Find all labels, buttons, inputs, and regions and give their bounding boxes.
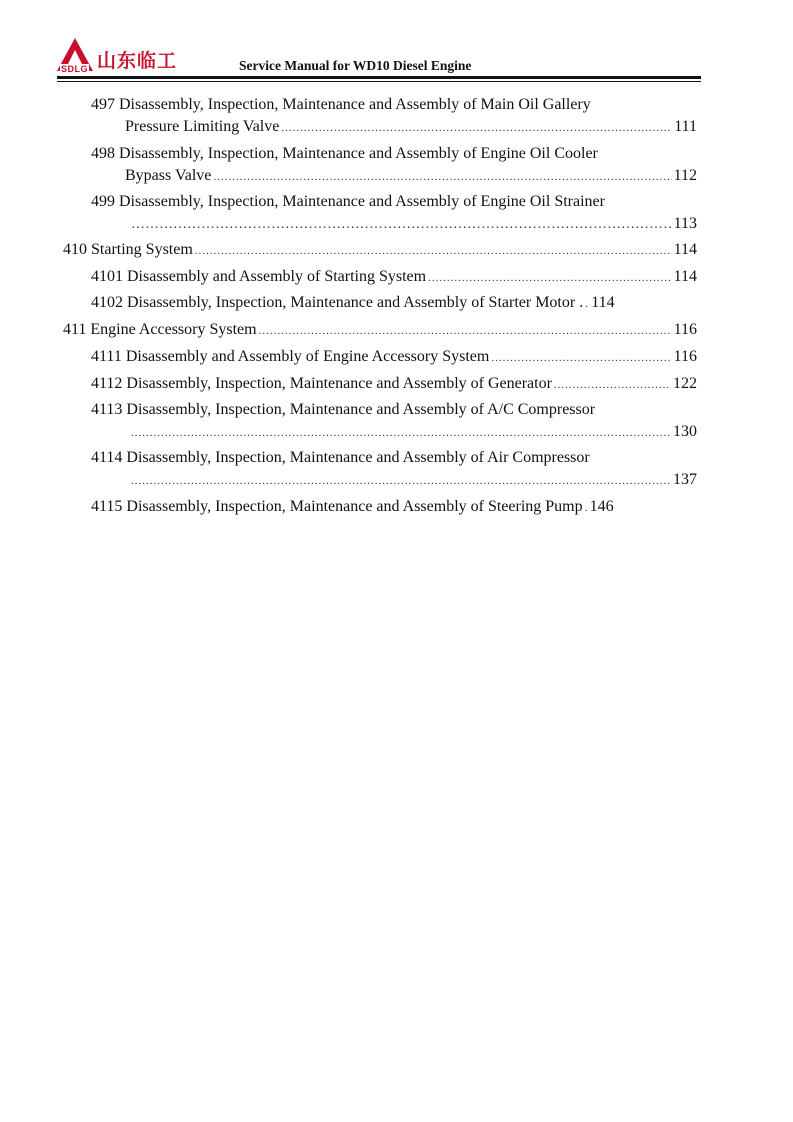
toc-page-number: 146 <box>589 498 614 515</box>
toc-entry[interactable] <box>91 373 697 395</box>
toc-page-number: 116 <box>673 321 697 338</box>
toc-entry[interactable] <box>91 94 697 138</box>
toc-entry-title: 497 Disassembly, Inspection, Maintenance and Assembly of Main Oil Gallery <box>91 96 591 113</box>
toc-page-number: 130 <box>673 423 697 440</box>
toc-leader-dots <box>491 347 671 369</box>
header-rule-thick <box>57 76 701 79</box>
toc-entry[interactable] <box>91 346 697 368</box>
toc-entry[interactable] <box>91 399 697 443</box>
page-header <box>57 36 701 86</box>
toc-entry[interactable] <box>91 292 697 314</box>
toc-entry-title: 4112 Disassembly, Inspection, Maintenance and Assembly of Generator <box>91 375 552 392</box>
toc-page-number: 111 <box>674 118 697 135</box>
toc-page-number: 112 <box>673 167 697 184</box>
toc-entry-title: 4101 Disassembly and Assembly of Starting System <box>91 268 427 285</box>
toc-leader-dots <box>428 267 671 289</box>
toc-entry-title: 4113 Disassembly, Inspection, Maintenance and Assembly of A/C Compressor <box>91 401 596 418</box>
toc-page-number: 113 <box>673 215 697 232</box>
toc-leader-dots <box>281 117 672 139</box>
toc-entry-title-cont: Pressure Limiting Valve <box>125 118 280 135</box>
logo-chinese-name: 山东临工 <box>97 50 178 72</box>
toc-entry[interactable] <box>91 266 697 288</box>
toc-leader-dots <box>131 214 672 236</box>
logo-text: SDLG <box>61 64 89 74</box>
toc-leader-dots <box>259 320 672 342</box>
toc-page-number: 114 <box>673 241 697 258</box>
toc-entry-title-cont: Bypass Valve <box>125 167 212 184</box>
toc-page-number: 114 <box>673 268 697 285</box>
toc-page-number: 137 <box>673 471 697 488</box>
toc-leader-dots <box>585 293 589 315</box>
toc-leader-dots <box>131 470 671 492</box>
document-title: Service Manual for WD10 Diesel Engine <box>239 58 472 73</box>
toc-entry[interactable] <box>63 239 697 261</box>
toc-leader-dots <box>585 497 588 519</box>
toc-entry-title: 498 Disassembly, Inspection, Maintenance and Assembly of Engine Oil Cooler <box>91 145 598 162</box>
toc-entry-title: 4115 Disassembly, Inspection, Maintenance and Assembly of Steering Pump <box>91 498 583 515</box>
toc-entry[interactable] <box>63 319 697 341</box>
toc-entry-title: 411 Engine Accessory System <box>63 321 257 338</box>
toc-entry[interactable] <box>91 496 697 518</box>
toc-entry-title: 4111 Disassembly and Assembly of Engine Accessory System <box>91 348 490 365</box>
toc-entry[interactable] <box>91 191 697 235</box>
toc-page-number: 122 <box>673 375 697 392</box>
toc-page-number: 116 <box>673 348 697 365</box>
toc-leader-dots <box>195 240 672 262</box>
toc-entry-title: 4114 Disassembly, Inspection, Maintenance and Assembly of Air Compressor <box>91 449 590 466</box>
toc-leader-dots <box>554 374 671 396</box>
toc-entry-title: 499 Disassembly, Inspection, Maintenance and Assembly of Engine Oil Strainer <box>91 193 605 210</box>
toc-entry[interactable] <box>91 143 697 187</box>
sdlg-logo <box>57 36 207 78</box>
toc-entry-title: 4102 Disassembly, Inspection, Maintenance and Assembly of Starter Motor . <box>91 294 584 311</box>
toc-page-number: 114 <box>591 294 615 311</box>
toc-entry-title: 410 Starting System <box>63 241 193 258</box>
toc-leader-dots <box>131 422 671 444</box>
toc-leader-dots <box>213 166 671 188</box>
toc-entry[interactable] <box>91 447 697 491</box>
header-rule-thin <box>57 81 701 82</box>
